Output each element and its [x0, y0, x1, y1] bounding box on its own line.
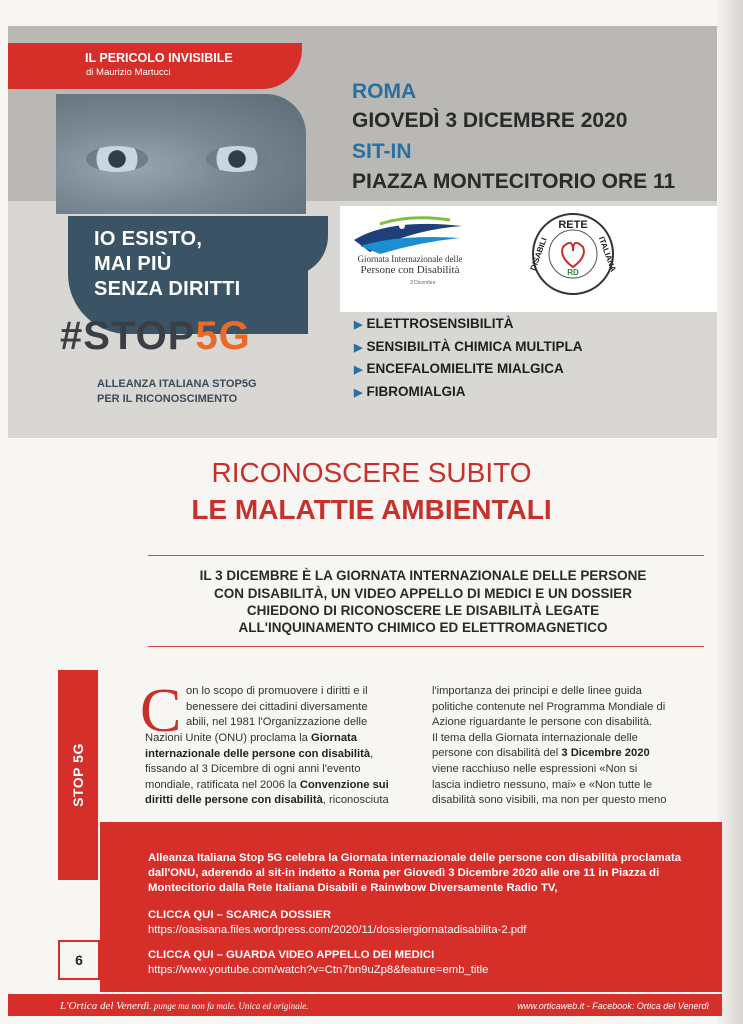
- event-place: PIAZZA MONTECITORIO ORE 11: [352, 170, 676, 193]
- hashtag-suffix: 5G: [195, 314, 251, 358]
- section-title: IL PERICOLO INVISIBILE: [85, 51, 233, 65]
- lead-line-1: IL 3 DICEMBRE È LA GIORNATA INTERNAZIONALE DELLE PERSONE: [199, 568, 647, 583]
- arrow-icon: ▶: [354, 387, 363, 399]
- drop-cap: C: [140, 677, 182, 745]
- event-type: SIT-IN: [352, 140, 412, 163]
- hashtag-prefix: #STOP: [60, 314, 196, 358]
- page-number: 6: [58, 940, 100, 980]
- brand-tagline: . punge ma non fa male. Unica ed originale.: [149, 1001, 309, 1011]
- divider-bottom: [148, 646, 704, 647]
- event-date: GIOVEDÌ 3 DICEMBRE 2020: [352, 109, 628, 132]
- list-item: ▶ FIBROMIALGIA: [354, 384, 466, 399]
- text-line: l'importanza dei principi e delle linee guida: [432, 685, 642, 697]
- text-line: Azione riguardante le persone con disabilità.: [432, 716, 653, 729]
- footer-brand: [60, 1000, 309, 1012]
- text-line: Il tema della Giornata internazionale delle: [432, 731, 638, 744]
- text-line: persone con disabilità del 3 Dicembre 2020: [432, 747, 650, 760]
- alliance-line-1: ALLEANZA ITALIANA STOP5G: [97, 378, 257, 390]
- list-item: ▶ ENCEFALOMIELITE MIALGICA: [354, 361, 564, 376]
- section-side-tab: [58, 670, 98, 880]
- gid-line-2: Persone con Disabilità: [360, 264, 460, 277]
- dossier-link-label[interactable]: CLICCA QUI – SCARICA DOSSIER: [148, 909, 332, 921]
- arrow-icon: ▶: [354, 319, 363, 331]
- video-link-url[interactable]: https://www.youtube.com/watch?v=Ctn7bn9uZp8&feature=emb_title: [148, 964, 489, 976]
- text-line: fissando al 3 Dicembre di ogni anni l'evento: [145, 763, 361, 776]
- author-credit: di Maurizio Martucci: [86, 67, 171, 78]
- rete-right-text: ITALIANA: [596, 235, 618, 273]
- rete-center-text: RD: [567, 268, 579, 277]
- alliance-line-2: PER IL RICONOSCIMENTO: [97, 393, 238, 405]
- gid-line-1: Giornata Internazionale delle: [357, 254, 463, 264]
- slogan-line-1: IO ESISTO,: [94, 228, 203, 250]
- section-tag: [8, 43, 302, 89]
- text-line: politiche contenute nel Programma Mondiale di: [432, 700, 666, 713]
- callout-line-2: dall'ONU, aderendo al sit-in indetto a Roma per Giovedì 3 Dicembre 2020 alle ore 11 in Piazza di: [148, 867, 660, 879]
- list-item: ▶ SENSIBILITÀ CHIMICA MULTIPLA: [354, 339, 583, 354]
- lead-line-4: ALL'INQUINAMENTO CHIMICO ED ELETTROMAGNETICO: [238, 620, 608, 635]
- divider-top: [148, 555, 704, 556]
- stop5g-hashtag: [60, 314, 251, 359]
- text-line: lascia indietro nessuno, mai» e «Non tutte le: [432, 778, 653, 791]
- text-line: benessere dei cittadini diversamente: [186, 700, 368, 713]
- text-line: Nazioni Unite (ONU) proclama la Giornata: [145, 732, 358, 744]
- text-line: mondiale, ratificata nel 2006 la Convenzione sui: [145, 778, 389, 791]
- side-tab-label: STOP 5G: [70, 743, 86, 807]
- rete-top-text: RETE: [558, 219, 588, 231]
- callout-line-1: Alleanza Italiana Stop 5G celebra la Giornata internazionale delle persone con disabilità proclamata: [148, 852, 682, 864]
- text-line: on lo scopo di promuovere i diritti e il: [186, 685, 368, 697]
- event-city: ROMA: [352, 80, 417, 103]
- text-line: viene racchiuso nelle espressioni «Non si: [432, 763, 638, 775]
- footer-website[interactable]: www.orticaweb.it - Facebook: Ortica del Venerdì: [517, 1001, 709, 1011]
- text-line: internazionale delle persone con disabilità,: [145, 747, 374, 760]
- headline-line-1: RICONOSCERE SUBITO: [211, 457, 532, 488]
- slogan-line-2: MAI PIÙ: [94, 253, 172, 275]
- callout-line-3: Montecitorio dalla Rete Italiana Disabili e Rainwbow Diversamente Radio TV,: [148, 882, 558, 894]
- dossier-link-url[interactable]: https://oasisana.files.wordpress.com/2020/11/dossiergiornatadisabilita-2.pdf: [148, 924, 527, 936]
- slogan-line-3: SENZA DIRITTI: [94, 278, 241, 300]
- brand-name: L'Ortica del Venerdì: [60, 1000, 150, 1012]
- callout-box: [100, 822, 722, 992]
- eyes-photo: [56, 94, 306, 214]
- lead-line-2: CON DISABILITÀ, UN VIDEO APPELLO DI MEDICI E UN DOSSIER: [213, 586, 633, 601]
- list-item: ▶ ELETTROSENSIBILITÀ: [354, 316, 514, 331]
- text-line: abili, nel 1981 l'Organizzazione delle: [186, 716, 368, 729]
- text-line: disabilità sono visibili, ma non per questo meno: [432, 794, 667, 807]
- gid-logo: [350, 212, 466, 292]
- arrow-icon: ▶: [354, 342, 363, 354]
- arrow-icon: ▶: [354, 364, 363, 376]
- video-link-label[interactable]: CLICCA QUI – GUARDA VIDEO APPELLO DEI MEDICI: [148, 949, 435, 961]
- left-eye-icon: [86, 146, 148, 172]
- rete-left-text: DISABILI: [528, 236, 549, 272]
- text-line: diritti delle persone con disabilità, riconosciuta: [145, 794, 389, 807]
- rete-italiana-disabili-logo: [527, 211, 619, 297]
- headline-line-2: LE MALATTIE AMBIENTALI: [191, 494, 552, 525]
- gid-date: 3 Dicembre: [410, 280, 436, 286]
- lead-line-3: CHIEDONO DI RICONOSCERE LE DISABILITÀ LEGATE: [246, 603, 600, 618]
- right-eye-icon: [206, 146, 268, 172]
